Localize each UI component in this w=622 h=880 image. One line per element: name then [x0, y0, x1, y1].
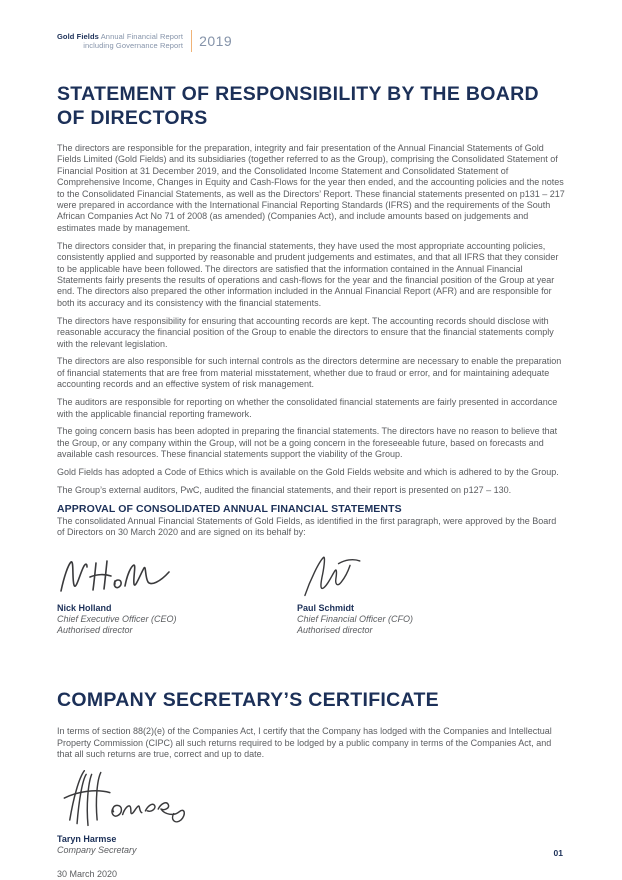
statement-paragraph: The directors are responsible for the preparation, integrity and fair presentation of the Annual Financial Statements of Gold Fields Limited (Gold Fields) and its subsidiaries (together referred to as the Group), comprising the Consolidated Statement of Financial Position at 31 December 2019, and the Consolidated Income Statement and Consolidated Statement of Comprehensive Income, Changes in Equity and Cash-Flows for the year then ended, and the accounting policies and the notes to the Consolidated Financial Statements, as well as the Directors’ Report. These financial statements presented on p131 – 217 were prepared in accordance with the International Financial Reporting Standards (IFRS) and the requirements of the South African Companies Act No 71 of 2008 (as amended) (Companies Act), and include amounts based on judgements and estimates made by management. [57, 143, 565, 233]
report-year: 2019 [199, 33, 233, 49]
signatory-name: Paul Schmidt [297, 602, 355, 613]
approval-paragraph: The consolidated Annual Financial Statements of Gold Fields, as identified in the first paragraph, were approved by the Board of Directors on 30 March 2020 and are signed on its behalf by: [57, 515, 557, 538]
statement-title: STATEMENT OF RESPONSIBILITY BY THE BOARD OF DIRECTORS [57, 83, 539, 129]
secretary-title: COMPANY SECRETARY’S CERTIFICATE [57, 688, 439, 711]
statement-paragraph: The going concern basis has been adopted in preparing the financial statements. The directors have no reason to believe that the Group, or any company within the Group, will not be a going concern in the foreseeable future, based on forecasts and available cash resources. These financial statements support the viability of the Group. [57, 426, 558, 460]
secretary-date: 30 March 2020 [57, 868, 118, 879]
statement-paragraph: The directors consider that, in preparing the financial statements, they have used the most appropriate accounting policies, consistently applied and supported by reasonable and prudent judgements and estimates, and that all IFRS that they consider to be applicable have been followed. The directors are satisfied that the information contained in the Annual Financial Statements fairly presents the results of operations and cash-flows for the year and the financial position of the Group at year end. The directors also prepared the other information included in the Annual Financial Report (AFR) and are responsible for both its accuracy and its consistency with the financial statements. [57, 240, 559, 308]
signatory-title: Chief Financial Officer (CFO) [297, 613, 414, 624]
masthead-divider [191, 30, 192, 52]
signatory-name: Nick Holland [57, 602, 112, 613]
statement-body [57, 143, 566, 637]
brand-line2: including Governance Report [83, 41, 184, 50]
statement-paragraph: The directors are also responsible for such internal controls as the directors determine are necessary to enable the preparation of financial statements that are free from material misstatement, whether due to fraud or error, and for maintaining adequate accounting records and an effective system of risk management. [57, 356, 562, 390]
secretary-role: Company Secretary [57, 845, 137, 855]
approval-heading: APPROVAL OF CONSOLIDATED ANNUAL FINANCIAL STATEMENTS [57, 502, 402, 515]
secretary-name: Taryn Harmse [57, 834, 117, 844]
brand-line1 [57, 32, 183, 42]
brand-block [57, 32, 183, 51]
signatory-role: Authorised director [297, 625, 373, 636]
signature-paul-schmidt-icon [297, 553, 373, 599]
signature-taryn-harmse-icon [57, 767, 212, 831]
secretary-signatory [57, 767, 566, 880]
report-masthead [57, 30, 566, 52]
statement-paragraph: The directors have responsibility for ensuring that accounting records are kept. The accounting records should disclose with reasonable accuracy the financial position of the Group to enable the directors to ensure that the financial statements comply with the relevant legislation. [57, 315, 554, 349]
signature-nick-holland-icon [57, 553, 177, 599]
signatory-ceo [57, 553, 297, 637]
statement-paragraph: The auditors are responsible for reporting on whether the consolidated financial statements are fairly presented in accordance with the applicable financial reporting framework. [57, 397, 558, 419]
page-number: 01 [553, 848, 563, 858]
signatory-cfo [297, 553, 537, 637]
signatory-role: Authorised director [57, 625, 133, 636]
brand-subtitle: Annual Financial Report [98, 31, 184, 41]
brand-name: Gold Fields [57, 31, 99, 41]
signature-row [57, 553, 566, 637]
statement-paragraph: The Group’s external auditors, PwC, audited the financial statements, and their report is presented on p127 – 130. [57, 485, 512, 496]
statement-paragraph: Gold Fields has adopted a Code of Ethics which is available on the Gold Fields website and which is adhered to by the Group. [57, 467, 559, 478]
signatory-title: Chief Executive Officer (CEO) [57, 613, 177, 624]
secretary-paragraph: In terms of section 88(2)(e) of the Companies Act, I certify that the Company has lodged with the Companies and Intellectual Property Commission (CIPC) all such returns required to be lodged by a public company in terms of the Companies Act, and that all such returns are true, correct and up to date. [57, 726, 552, 760]
